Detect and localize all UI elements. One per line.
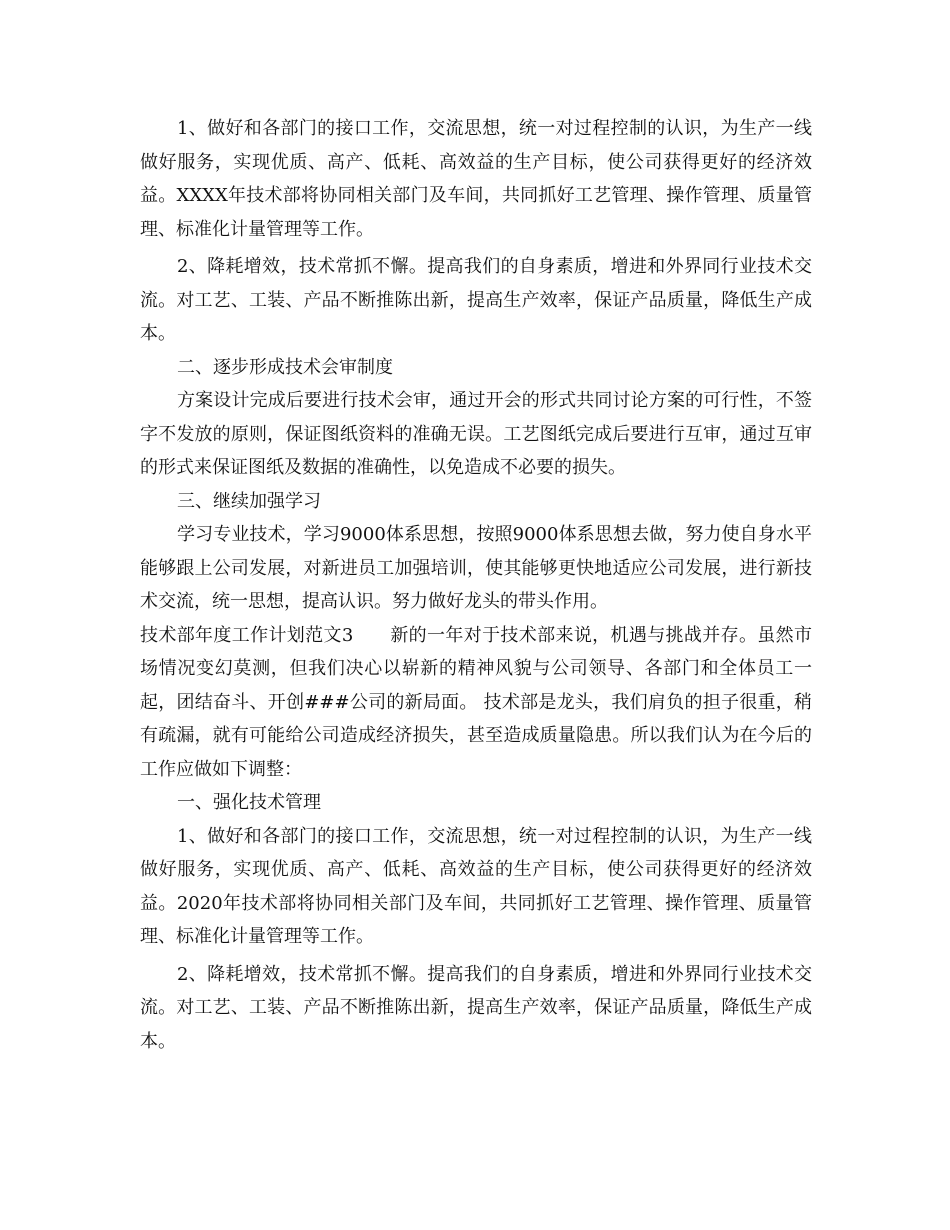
section-heading-2: 二、逐步形成技术会审制度	[177, 356, 393, 378]
section-heading-3: 三、继续加强学习	[177, 490, 321, 512]
document-body	[140, 112, 812, 1058]
paragraph-item-2-cost-reduction: 2、降耗增效，技术常抓不懈。提高我们的自身素质，增进和外界同行业技术交流。对工艺、工装、产品不断推陈出新，提高生产效率，保证产品质量，降低生产成本。	[140, 256, 812, 344]
paragraph-item-1-interface-work-2020: 1、做好和各部门的接口工作，交流思想，统一对过程控制的认识，为生产一线做好服务，实现优质、高产、低耗、高效益的生产目标，使公司获得更好的经济效益。2020年技术部将协同相关部门及车间，共同抓好工艺管理、操作管理、质量管理、标准化计量管理等工作。	[140, 825, 812, 947]
paragraph-item-1-interface-work: 1、做好和各部门的接口工作，交流思想，统一对过程控制的认识，为生产一线做好服务，实现优质、高产、低耗、高效益的生产目标，使公司获得更好的经济效益。XXXX年技术部将协同相关部门及车间，共同抓好工艺管理、操作管理、质量管理、标准化计量管理等工作。	[140, 118, 812, 240]
paragraph-sample-3-intro: 技术部年度工作计划范文3 新的一年对于技术部来说，机遇与挑战并存。虽然市场情况变幻莫测，但我们决心以崭新的精神风貌与公司领导、各部门和全体员工一起，团结奋斗、开创###公司的新局面。 技术部是龙头，我们肩负的担子很重，稍有疏漏，就有可能给公司造成经济损失，甚至造成质量隐患。所以我们认为在今后的工作应做如下调整：	[140, 624, 812, 780]
paragraph-tech-review: 方案设计完成后要进行技术会审，通过开会的形式共同讨论方案的可行性，不签字不发放的原则，保证图纸资料的准确无误。工艺图纸完成后要进行互审，通过互审的形式来保证图纸及数据的准确性，以免造成不必要的损失。	[140, 390, 812, 478]
section-heading-1: 一、强化技术管理	[177, 792, 321, 813]
paragraph-continue-learning: 学习专业技术，学习9000体系思想，按照9000体系思想去做，努力使自身水平能够跟上公司发展，对新进员工加强培训，使其能够更快地适应公司发展，进行新技术交流，统一思想，提高认识。努力做好龙头的带头作用。	[140, 524, 812, 612]
paragraph-item-2-cost-reduction-repeat: 2、降耗增效，技术常抓不懈。提高我们的自身素质，增进和外界同行业技术交流。对工艺、工装、产品不断推陈出新，提高生产效率，保证产品质量，降低生产成本。	[140, 963, 812, 1052]
